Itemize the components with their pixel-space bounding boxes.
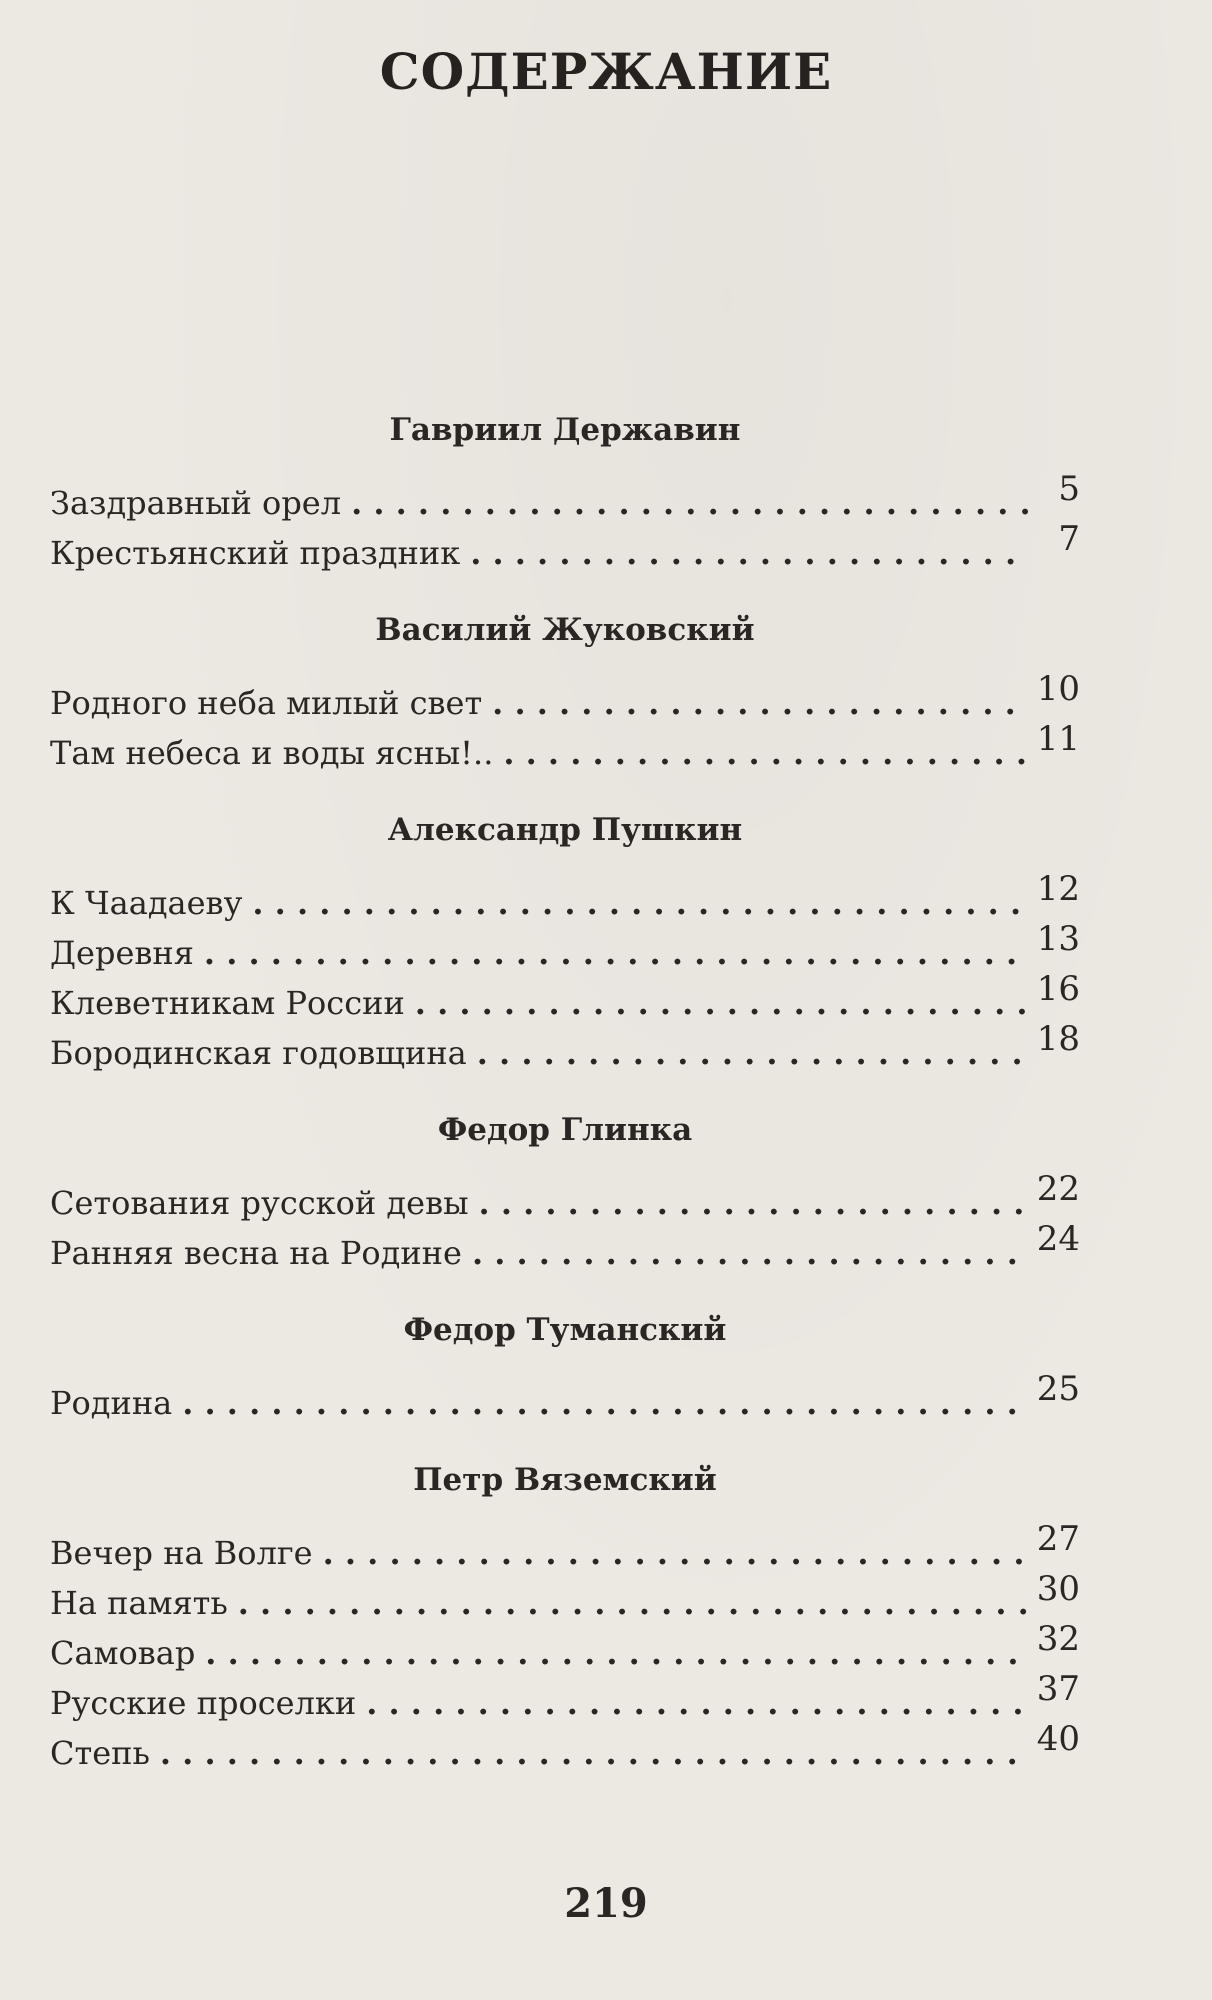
toc-entry — [50, 1219, 1080, 1278]
entry-title: Родного неба милый свет — [50, 684, 483, 722]
table-of-contents — [50, 410, 1080, 1810]
toc-section — [50, 810, 1080, 1078]
dot-leader — [472, 1228, 1028, 1278]
entry-title: К Чаадаеву — [50, 884, 243, 922]
entry-title: Заздравный орел — [50, 484, 342, 522]
entry-page-number: 13 — [1036, 919, 1080, 959]
entry-page-number: 40 — [1036, 1719, 1080, 1759]
entry-title: Русские проселки — [50, 1684, 357, 1722]
dot-leader — [160, 1728, 1028, 1778]
toc-entry — [50, 1019, 1080, 1078]
page-title: СОДЕРЖАНИЕ — [379, 42, 833, 101]
entry-title: Родина — [50, 1384, 173, 1422]
entry-page-number: 24 — [1036, 1219, 1080, 1259]
toc-entry — [50, 1369, 1080, 1428]
toc-entry — [50, 869, 1080, 928]
toc-entry — [50, 1719, 1080, 1778]
entry-title: Сетования русской девы — [50, 1184, 469, 1222]
toc-entry — [50, 1619, 1080, 1678]
toc-entry — [50, 519, 1080, 578]
toc-entry — [50, 669, 1080, 728]
entry-page-number: 37 — [1036, 1669, 1080, 1709]
author-heading: Василий Жуковский — [375, 612, 755, 648]
toc-section — [50, 1110, 1080, 1278]
author-heading: Федор Глинка — [437, 1112, 693, 1148]
entry-page-number: 27 — [1036, 1519, 1080, 1559]
dot-leader — [238, 1578, 1028, 1628]
page-number: 219 — [564, 1880, 648, 1927]
entry-title: Ранняя весна на Родине — [50, 1234, 462, 1272]
dot-leader — [492, 678, 1028, 728]
entry-title: Деревня — [50, 934, 194, 972]
toc-entry — [50, 1669, 1080, 1728]
entry-title: На память — [50, 1584, 228, 1622]
entry-page-number: 11 — [1036, 719, 1080, 759]
entry-page-number: 5 — [1058, 469, 1080, 509]
toc-entry — [50, 469, 1080, 528]
dot-leader — [479, 1178, 1028, 1228]
dot-leader — [477, 1028, 1028, 1078]
entry-title: Степь — [50, 1734, 150, 1772]
toc-section — [50, 1310, 1080, 1428]
entry-title: Крестьянский праздник — [50, 534, 461, 572]
toc-section — [50, 1460, 1080, 1778]
entry-page-number: 16 — [1036, 969, 1080, 1009]
toc-entry — [50, 1519, 1080, 1578]
dot-leader — [205, 1628, 1028, 1678]
dot-leader — [351, 478, 1028, 528]
entry-page-number: 12 — [1036, 869, 1080, 909]
dot-leader — [252, 878, 1028, 928]
toc-section — [50, 410, 1080, 578]
entry-page-number: 10 — [1036, 669, 1080, 709]
toc-entry — [50, 719, 1080, 778]
author-heading: Александр Пушкин — [387, 812, 743, 848]
entry-page-number: 18 — [1036, 1019, 1080, 1059]
entry-page-number: 7 — [1058, 519, 1080, 559]
dot-leader — [204, 928, 1028, 978]
entry-title: Клеветникам России — [50, 984, 405, 1022]
toc-entry — [50, 1569, 1080, 1628]
dot-leader — [470, 528, 1028, 578]
dot-leader — [503, 728, 1028, 778]
entry-page-number: 30 — [1036, 1569, 1080, 1609]
entry-page-number: 32 — [1036, 1619, 1080, 1659]
toc-entry — [50, 919, 1080, 978]
author-heading: Гавриил Державин — [389, 412, 741, 448]
dot-leader — [182, 1378, 1028, 1428]
dot-leader — [415, 978, 1028, 1028]
toc-section — [50, 610, 1080, 778]
toc-entry — [50, 1169, 1080, 1228]
author-heading: Федор Туманский — [403, 1312, 727, 1348]
entry-title: Вечер на Волге — [50, 1534, 313, 1572]
entry-title: Самовар — [50, 1634, 196, 1672]
entry-title: Там небеса и воды ясны!.. — [50, 734, 494, 772]
dot-leader — [366, 1678, 1028, 1728]
dot-leader — [323, 1528, 1028, 1578]
author-heading: Петр Вяземский — [413, 1462, 717, 1498]
toc-entry — [50, 969, 1080, 1028]
entry-title: Бородинская годовщина — [50, 1034, 467, 1072]
entry-page-number: 22 — [1036, 1169, 1080, 1209]
entry-page-number: 25 — [1036, 1369, 1080, 1409]
